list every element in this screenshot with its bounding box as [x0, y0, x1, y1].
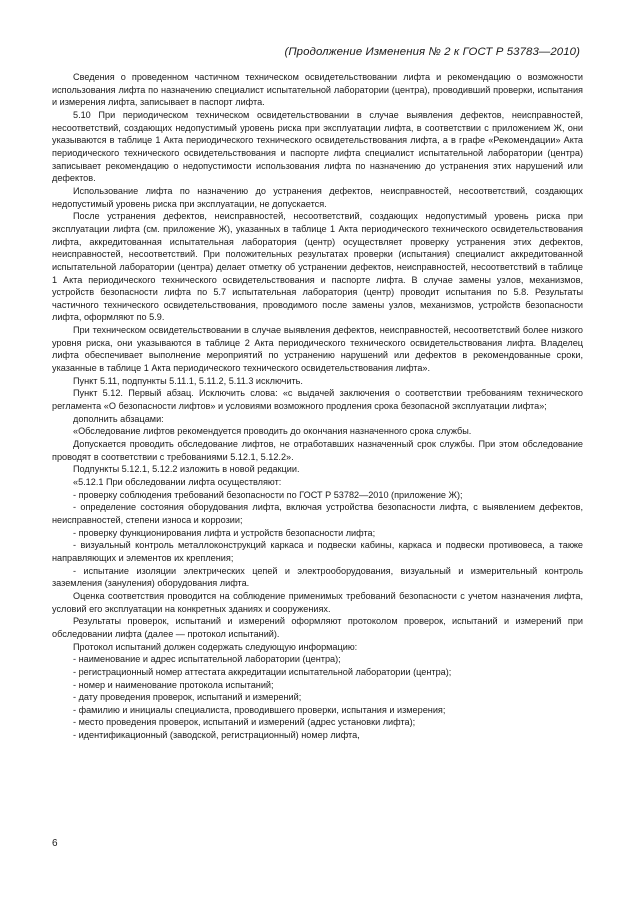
paragraph: Допускается проводить обследование лифтов, не отработавших назначенный срок службы. При этом обследование проводят в соответствии с требованиями 5.12.1, 5.12.2».: [52, 439, 583, 462]
list-item: - фамилию и инициалы специалиста, проводившего проверки, испытания и измерения;: [73, 704, 446, 715]
paragraph: Пункт 5.11, подпункты 5.11.1, 5.11.2, 5.11.3 исключить.: [73, 375, 303, 386]
list-item: - определение состояния оборудования лифта, включая устройства безопасности лифта, с выявлением дефектов, неисправностей, степени износа и коррозии;: [52, 502, 583, 525]
paragraph: Подпункты 5.12.1, 5.12.2 изложить в новой редакции.: [73, 464, 300, 475]
paragraph: «5.12.1 При обследовании лифта осуществляют:: [73, 477, 282, 487]
running-header: (Продолжение Изменения № 2 к ГОСТ Р 53783—2010): [284, 46, 580, 58]
list-item: - испытание изоляции электрических цепей и электрооборудования, визуальный и измерительный контроль заземления (зануления) оборудования лифта.: [52, 565, 583, 589]
paragraph: После устранения дефектов, неисправностей, несоответствий, создающих недопустимый уровень риска при эксплуатации лифта (см. приложение Ж), указанных в таблице 1 Акта периодического технического освидетельствования лифта, аккредитованная испытательная лаборатория (центр) осуществляет проверку устранения этих дефектов, неисправностей, несоответствий. При положительных результатах проверки (испытания) специалист аккредитованной испытательной лаборатории (центра) делает отметку об устранении дефектов, неисправностей, несоответствий в таблице 1 Акта периодического технического освидетельствования и паспорте лифта. В случае замены узлов, механизмов, устройств безопасности лифта по 5.7 испытательная лаборатория (центр) проводит испытания по 5.8. Результаты частичного технического освидетельствования, проводимого после замены узлов, механизмов, устройств безопасности лифта, оформляют по 5.9.: [52, 211, 583, 323]
page-number: 6: [52, 838, 58, 849]
paragraph: «Обследование лифтов рекомендуется проводить до окончания назначенного срока службы.: [73, 426, 472, 437]
paragraph: Результаты проверок, испытаний и измерений оформляют протоколом проверок, испытаний и измерений при обследовании лифта (далее — протокол испытаний).: [52, 616, 583, 639]
paragraph: Оценка соответствия проводится на соблюдение применимых требований безопасности с учетом назначения лифта, условий его эксплуатации на конкретных зданиях и сооружениях.: [52, 590, 583, 614]
paragraph: Пункт 5.12. Первый абзац. Исключить слова: «с выдачей заключения о соответствии требованиям технического регламента «О безопасности лифтов» и условиями возможного продления срока безопасной эксплуатации лифта»;: [52, 388, 583, 412]
list-item: - проверку функционирования лифта и устройств безопасности лифта;: [73, 527, 376, 538]
list-item: - наименование и адрес испытательной лаборатории (центра);: [73, 654, 341, 665]
paragraph: Использование лифта по назначению до устранения дефектов, неисправностей, несоответствий, создающих недопустимый уровень риска при эксплуатации, не допускается.: [52, 185, 583, 209]
list-item: - визуальный контроль металлоконструкций каркаса и подвески кабины, каркаса и подвески противовеса, а также направляющих и элементов их крепления;: [52, 540, 583, 563]
document-body: [52, 71, 583, 742]
list-item: - номер и наименование протокола испытаний;: [73, 679, 274, 690]
paragraph: Сведения о проведенном частичном техническом освидетельствовании лифта и рекомендацию о возможности использования лифта по назначению специалист испытательной лаборатории (центра), проводивший проверки, испытания и измерения лифта, записывает в паспорт лифта.: [52, 72, 583, 108]
paragraph: Протокол испытаний должен содержать следующую информацию:: [73, 641, 358, 652]
paragraph: 5.10 При периодическом техническом освидетельствовании в случае выявления дефектов, неисправностей, несоответствий, создающих недопустимый уровень риска при эксплуатации лифта, в соответствии с приложением Ж, они указываются в таблице 1 Акта периодического технического освидетельствования лифта, а в графе «Рекомендации» Акта периодического технического освидетельствования и паспорте лифта специалист испытательной лаборатории (центра) записывает рекомендацию о недопустимости использования лифта по назначению до устранения этих нарушений или дефектов.: [52, 109, 583, 184]
list-item: - проверку соблюдения требований безопасности по ГОСТ Р 53782—2010 (приложение Ж);: [73, 489, 463, 500]
list-item: - дату проведения проверок, испытаний и измерений;: [73, 692, 302, 703]
list-item: - регистрационный номер аттестата аккредитации испытательной лаборатории (центра);: [73, 666, 452, 677]
paragraph: дополнить абзацами:: [73, 413, 164, 424]
list-item: - место проведения проверок, испытаний и измерений (адрес установки лифта);: [73, 717, 416, 728]
list-item: - идентификационный (заводской, регистрационный) номер лифта,: [73, 730, 360, 741]
paragraph: При техническом освидетельствовании в случае выявления дефектов, неисправностей, несоответствий более низкого уровня риска, они указываются в таблице 2 Акта периодического технического освидетельствования лифта. Владелец лифта обеспечивает выполнение мероприятий по устранению нарушений или дефектов в рекомендованные сроки, указанные в таблице 1 Акта периодического технического освидетельствования лифта».: [52, 325, 583, 374]
